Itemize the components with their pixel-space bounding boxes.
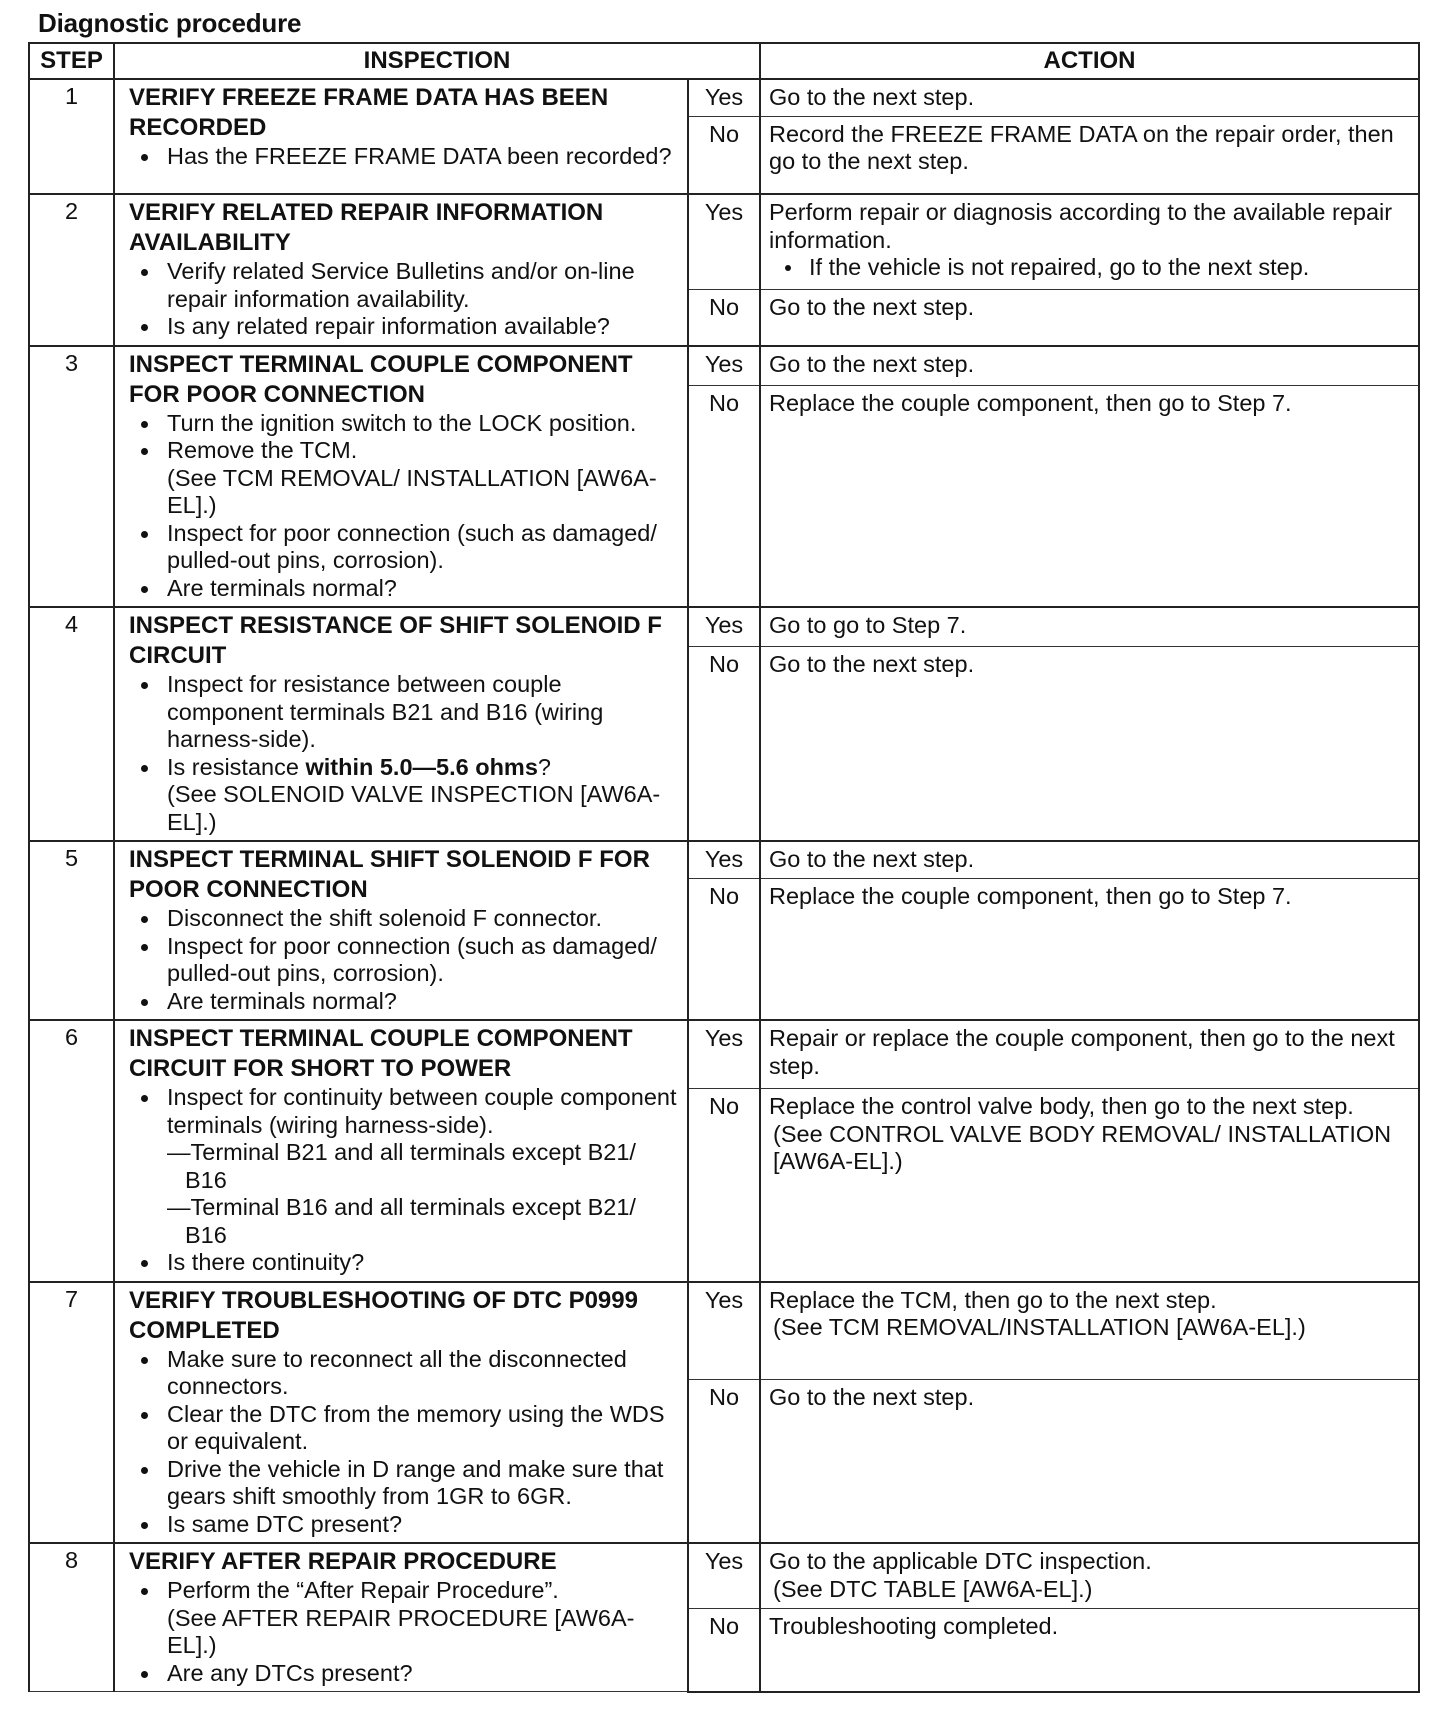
yes-action-bullet: If the vehicle is not repaired, go to the next step. [769, 254, 1410, 282]
inspection-item: Are terminals normal? [129, 988, 683, 1016]
inspection-list [129, 143, 683, 171]
inspection-title: VERIFY AFTER REPAIR PROCEDURE [129, 1548, 557, 1575]
no-label: No [688, 1089, 760, 1282]
inspection-item: Disconnect the shift solenoid F connector. [129, 905, 683, 933]
inspection-item: Is there continuity? [129, 1249, 683, 1277]
inspection-cell [114, 346, 688, 608]
step-number: 1 [29, 79, 114, 194]
inspection-list [129, 1084, 683, 1277]
inspection-cell [114, 841, 688, 1020]
inspection-title: VERIFY FREEZE FRAME DATA HAS BEEN RECORDED [129, 84, 609, 141]
step-number: 8 [29, 1543, 114, 1692]
yes-label: Yes [688, 841, 760, 879]
yes-label: Yes [688, 346, 760, 386]
inspection-list [129, 1346, 683, 1539]
inspection-title: INSPECT TERMINAL COUPLE COMPONENT FOR POOR CONNECTION [129, 350, 633, 408]
inspection-item: Inspect for poor connection (such as damaged/ pulled-out pins, corrosion). [129, 933, 683, 988]
inspection-item: Has the FREEZE FRAME DATA been recorded? [129, 143, 683, 171]
inspection-cell [114, 79, 688, 194]
yes-action-reference: (See TCM REMOVAL/INSTALLATION [AW6A-EL].) [773, 1314, 1306, 1340]
inspection-list [129, 258, 683, 341]
inspection-item: Inspect for resistance between couple component terminals B21 and B16 (wiring harness-side). [129, 671, 683, 754]
page-title: Diagnostic procedure [38, 8, 302, 38]
no-label: No [688, 647, 760, 841]
yes-action: Go to go to Step 7. [760, 607, 1419, 647]
no-action: Replace the couple component, then go to Step 7. [760, 385, 1419, 607]
yes-action-cell [760, 1543, 1419, 1608]
inspection-item: Are terminals normal? [129, 575, 683, 603]
inspection-item: Drive the vehicle in D range and make sure that gears shift smoothly from 1GR to 6GR. [129, 1456, 683, 1511]
step-number: 5 [29, 841, 114, 1020]
inspection-list [129, 410, 683, 603]
step-row [29, 841, 1419, 879]
no-action: Go to the next step. [760, 289, 1419, 345]
inspection-title: INSPECT TERMINAL COUPLE COMPONENT CIRCUIT FOR SHORT TO POWER [129, 1025, 633, 1082]
step-number: 3 [29, 346, 114, 608]
inspection-list [129, 1577, 683, 1687]
inspection-cell [114, 1020, 688, 1282]
header-inspection: INSPECTION [114, 43, 760, 79]
inspection-item: Clear the DTC from the memory using the WDS or equivalent. [129, 1401, 683, 1456]
yes-action: Go to the applicable DTC inspection. [769, 1548, 1152, 1574]
no-action: Go to the next step. [760, 1380, 1419, 1543]
no-action: Record the FREEZE FRAME DATA on the repair order, then go to the next step. [760, 116, 1419, 194]
inspection-question-spec: within 5.0—5.6 ohms [305, 753, 538, 780]
step-row [29, 1282, 1419, 1380]
step-row [29, 194, 1419, 289]
header-step: STEP [29, 43, 114, 79]
inspection-list [129, 905, 683, 1015]
inspection-item [129, 1084, 683, 1249]
inspection-item-text: Remove the TCM. [167, 437, 358, 463]
step-row [29, 607, 1419, 647]
no-action: Replace the control valve body, then go to the next step. [769, 1093, 1354, 1120]
no-label: No [688, 116, 760, 194]
no-label: No [688, 385, 760, 607]
yes-action-cell [760, 1282, 1419, 1380]
inspection-item: Is any related repair information available? [129, 313, 683, 341]
no-label: No [688, 1380, 760, 1543]
inspection-item [129, 754, 683, 837]
step-number: 4 [29, 607, 114, 841]
inspection-title: VERIFY TROUBLESHOOTING OF DTC P0999 COMPLETED [129, 1286, 638, 1344]
no-label: No [688, 1608, 760, 1691]
step-number: 6 [29, 1020, 114, 1282]
yes-action: Perform repair or diagnosis according to the available repair information. [769, 199, 1393, 253]
yes-action: Replace the TCM, then go to the next step. [769, 1286, 1217, 1313]
table-header-row [29, 43, 1419, 79]
yes-label: Yes [688, 194, 760, 289]
inspection-title: INSPECT TERMINAL SHIFT SOLENOID F FOR POOR CONNECTION [129, 846, 650, 903]
step-row [29, 79, 1419, 116]
yes-action-reference: (See DTC TABLE [AW6A-EL].) [773, 1575, 1093, 1602]
no-action: Troubleshooting completed. [760, 1608, 1419, 1691]
yes-label: Yes [688, 607, 760, 647]
yes-label: Yes [688, 1282, 760, 1380]
inspection-title: VERIFY RELATED REPAIR INFORMATION AVAILABILITY [129, 199, 604, 256]
header-action: ACTION [760, 43, 1419, 79]
step-row [29, 346, 1419, 386]
inspection-item-reference: (See SOLENOID VALVE INSPECTION [AW6A-EL].) [167, 781, 661, 835]
inspection-cell [114, 194, 688, 346]
inspection-list [129, 671, 683, 836]
inspection-item [129, 437, 683, 520]
yes-action: Go to the next step. [760, 346, 1419, 386]
step-row [29, 1543, 1419, 1608]
inspection-question-suffix: ? [537, 753, 551, 780]
inspection-cell [114, 1282, 688, 1544]
yes-label: Yes [688, 79, 760, 116]
inspection-item-text: Perform the “After Repair Procedure”. [167, 1577, 559, 1603]
inspection-title: INSPECT RESISTANCE OF SHIFT SOLENOID F CIRCUIT [129, 612, 662, 669]
inspection-sub-item: —Terminal B21 and all terminals except B21/ B16 [167, 1139, 636, 1193]
inspection-item [129, 1577, 683, 1660]
inspection-item: Are any DTCs present? [129, 1660, 683, 1688]
yes-action: Go to the next step. [760, 841, 1419, 879]
inspection-item: Turn the ignition switch to the LOCK position. [129, 410, 683, 438]
no-action-reference: (See CONTROL VALVE BODY REMOVAL/ INSTALLATION [AW6A-EL].) [773, 1120, 1392, 1175]
no-label: No [688, 879, 760, 1020]
inspection-item-text: Inspect for continuity between couple component terminals (wiring harness-side). [167, 1084, 677, 1138]
inspection-question-prefix: Is resistance [167, 753, 306, 780]
yes-action: Go to the next step. [760, 79, 1419, 116]
no-action-cell [760, 1089, 1419, 1282]
yes-action: Repair or replace the couple component, then go to the next step. [760, 1020, 1419, 1089]
inspection-item: Verify related Service Bulletins and/or on-line repair information availability. [129, 258, 683, 313]
step-number: 7 [29, 1282, 114, 1544]
inspection-item: Make sure to reconnect all the disconnected connectors. [129, 1346, 683, 1401]
no-action: Go to the next step. [760, 647, 1419, 841]
inspection-cell [114, 607, 688, 841]
step-number: 2 [29, 194, 114, 346]
yes-label: Yes [688, 1543, 760, 1608]
inspection-item-reference: (See AFTER REPAIR PROCEDURE [AW6A-EL].) [167, 1604, 635, 1658]
inspection-item: Is same DTC present? [129, 1511, 683, 1539]
inspection-item: Inspect for poor connection (such as damaged/ pulled-out pins, corrosion). [129, 520, 683, 575]
no-label: No [688, 289, 760, 345]
yes-action-cell [760, 194, 1419, 289]
step-row [29, 1020, 1419, 1089]
inspection-sub-item: —Terminal B16 and all terminals except B21/ B16 [167, 1194, 636, 1248]
inspection-cell [114, 1543, 688, 1692]
no-action: Replace the couple component, then go to Step 7. [760, 879, 1419, 1020]
inspection-item-reference: (See TCM REMOVAL/ INSTALLATION [AW6A-EL].) [167, 464, 657, 518]
yes-label: Yes [688, 1020, 760, 1089]
diagnostic-procedure-table [28, 42, 1420, 1693]
